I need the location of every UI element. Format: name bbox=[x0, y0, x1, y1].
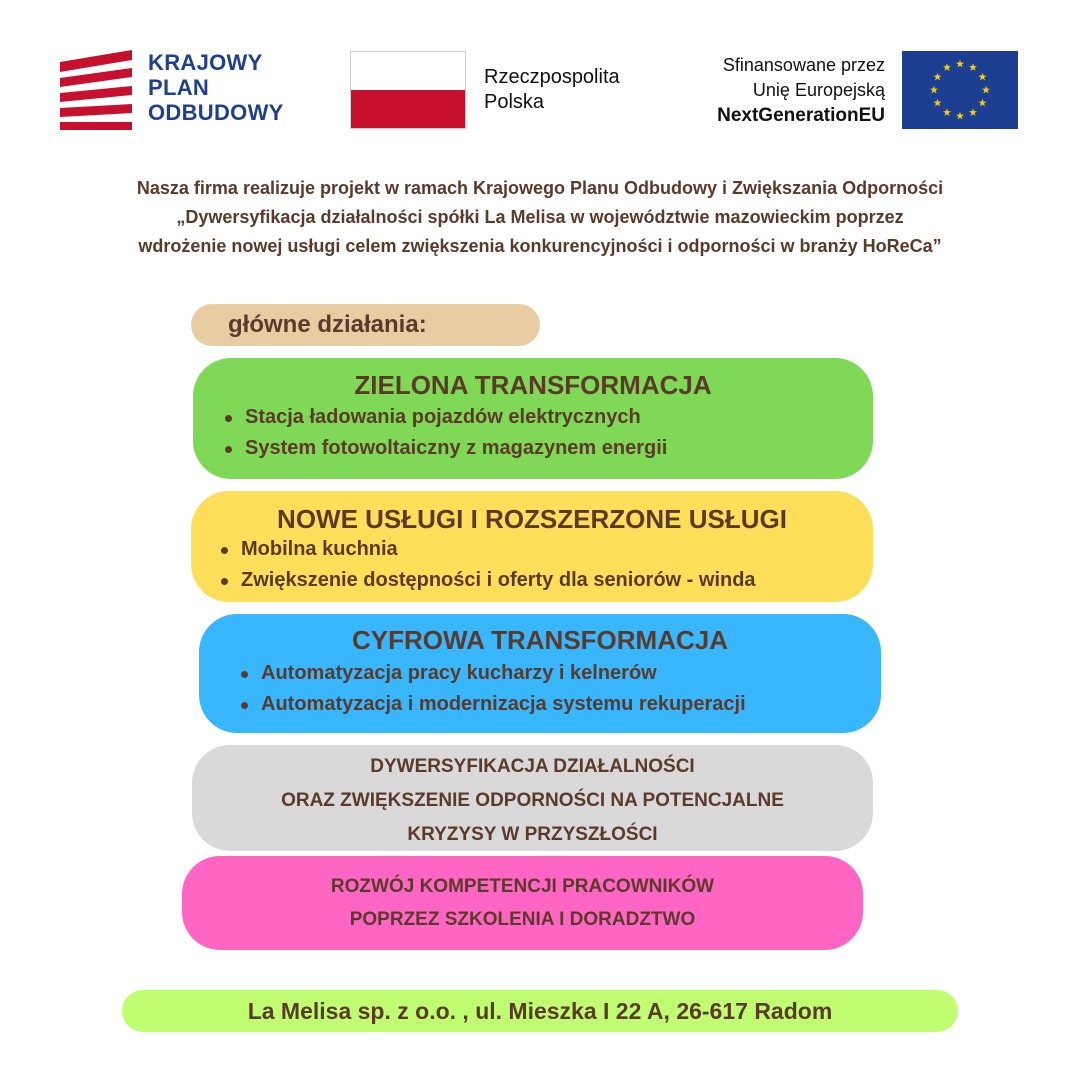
section-digital-transformation bbox=[199, 614, 881, 733]
project-intro bbox=[30, 174, 1050, 261]
eu-line-3: NextGenerationEU bbox=[717, 105, 885, 126]
company-address: La Melisa sp. z o.o. , ul. Mieszka I 22 A, 26-617 Radom bbox=[122, 990, 958, 1032]
main-activities-label bbox=[191, 304, 540, 346]
poland-logo-text bbox=[484, 65, 620, 115]
kpo-logo-text bbox=[148, 50, 284, 125]
section-line: ORAZ ZWIĘKSZENIE ODPORNOŚCI NA POTENCJALNE bbox=[281, 790, 784, 811]
section-title: NOWE USŁUGI I ROZSZERZONE USŁUGI bbox=[277, 504, 787, 534]
list-item: Mobilna kuchnia bbox=[219, 534, 873, 565]
intro-line-2: „Dywersyfikacja działalności spółki La Melisa w województwie mazowieckim poprzez bbox=[176, 207, 904, 227]
main-activities-text: główne działania: bbox=[228, 311, 427, 338]
section-line: KRYZYSY W PRZYSZŁOŚCI bbox=[407, 824, 658, 845]
poland-line-2: Polska bbox=[484, 91, 545, 113]
list-item: Zwiększenie dostępności i oferty dla seniorów - winda bbox=[219, 565, 873, 596]
section-new-services bbox=[191, 491, 873, 602]
section-diversification bbox=[192, 745, 873, 851]
eu-flag-icon bbox=[902, 51, 1018, 129]
eu-line-2: Unię Europejską bbox=[752, 80, 885, 100]
kpo-line-3: ODBUDOWY bbox=[148, 100, 284, 125]
intro-line-3: wdrożenie nowej usługi celem zwiększenia konkurencyjności i odporności w branży HoReCa” bbox=[138, 236, 942, 256]
section-title bbox=[192, 745, 873, 852]
section-title: ZIELONA TRANSFORMACJA bbox=[354, 370, 712, 400]
list-item: Stacja ładowania pojazdów elektrycznych bbox=[223, 402, 873, 433]
section-line: DYWERSYFIKACJA DZIAŁALNOŚCI bbox=[370, 756, 695, 777]
list-item: System fotowoltaiczny z magazynem energii bbox=[223, 433, 873, 464]
intro-line-1: Nasza firma realizuje projekt w ramach Krajowego Planu Odbudowy i Zwiększania Odporności bbox=[136, 178, 944, 198]
list-item: Automatyzacja i modernizacja systemu rekuperacji bbox=[239, 689, 881, 720]
section-employee-development bbox=[182, 856, 863, 950]
eu-line-1: Sfinansowane przez bbox=[722, 55, 885, 75]
poland-line-1: Rzeczpospolita bbox=[484, 66, 620, 88]
eu-funding-text bbox=[717, 53, 885, 128]
poland-flag-icon bbox=[350, 51, 466, 129]
section-title bbox=[182, 856, 863, 936]
section-line: POPRZEZ SZKOLENIA I DORADZTWO bbox=[349, 909, 696, 930]
kpo-line-2: PLAN bbox=[148, 75, 210, 100]
list-item: Automatyzacja pracy kucharzy i kelnerów bbox=[239, 658, 881, 689]
section-green-transformation bbox=[193, 358, 873, 479]
kpo-logo-icon bbox=[60, 50, 132, 130]
section-line: ROZWÓJ KOMPETENCJI PRACOWNIKÓW bbox=[330, 876, 715, 897]
kpo-line-1: KRAJOWY bbox=[148, 50, 263, 75]
section-title: CYFROWA TRANSFORMACJA bbox=[351, 625, 729, 655]
